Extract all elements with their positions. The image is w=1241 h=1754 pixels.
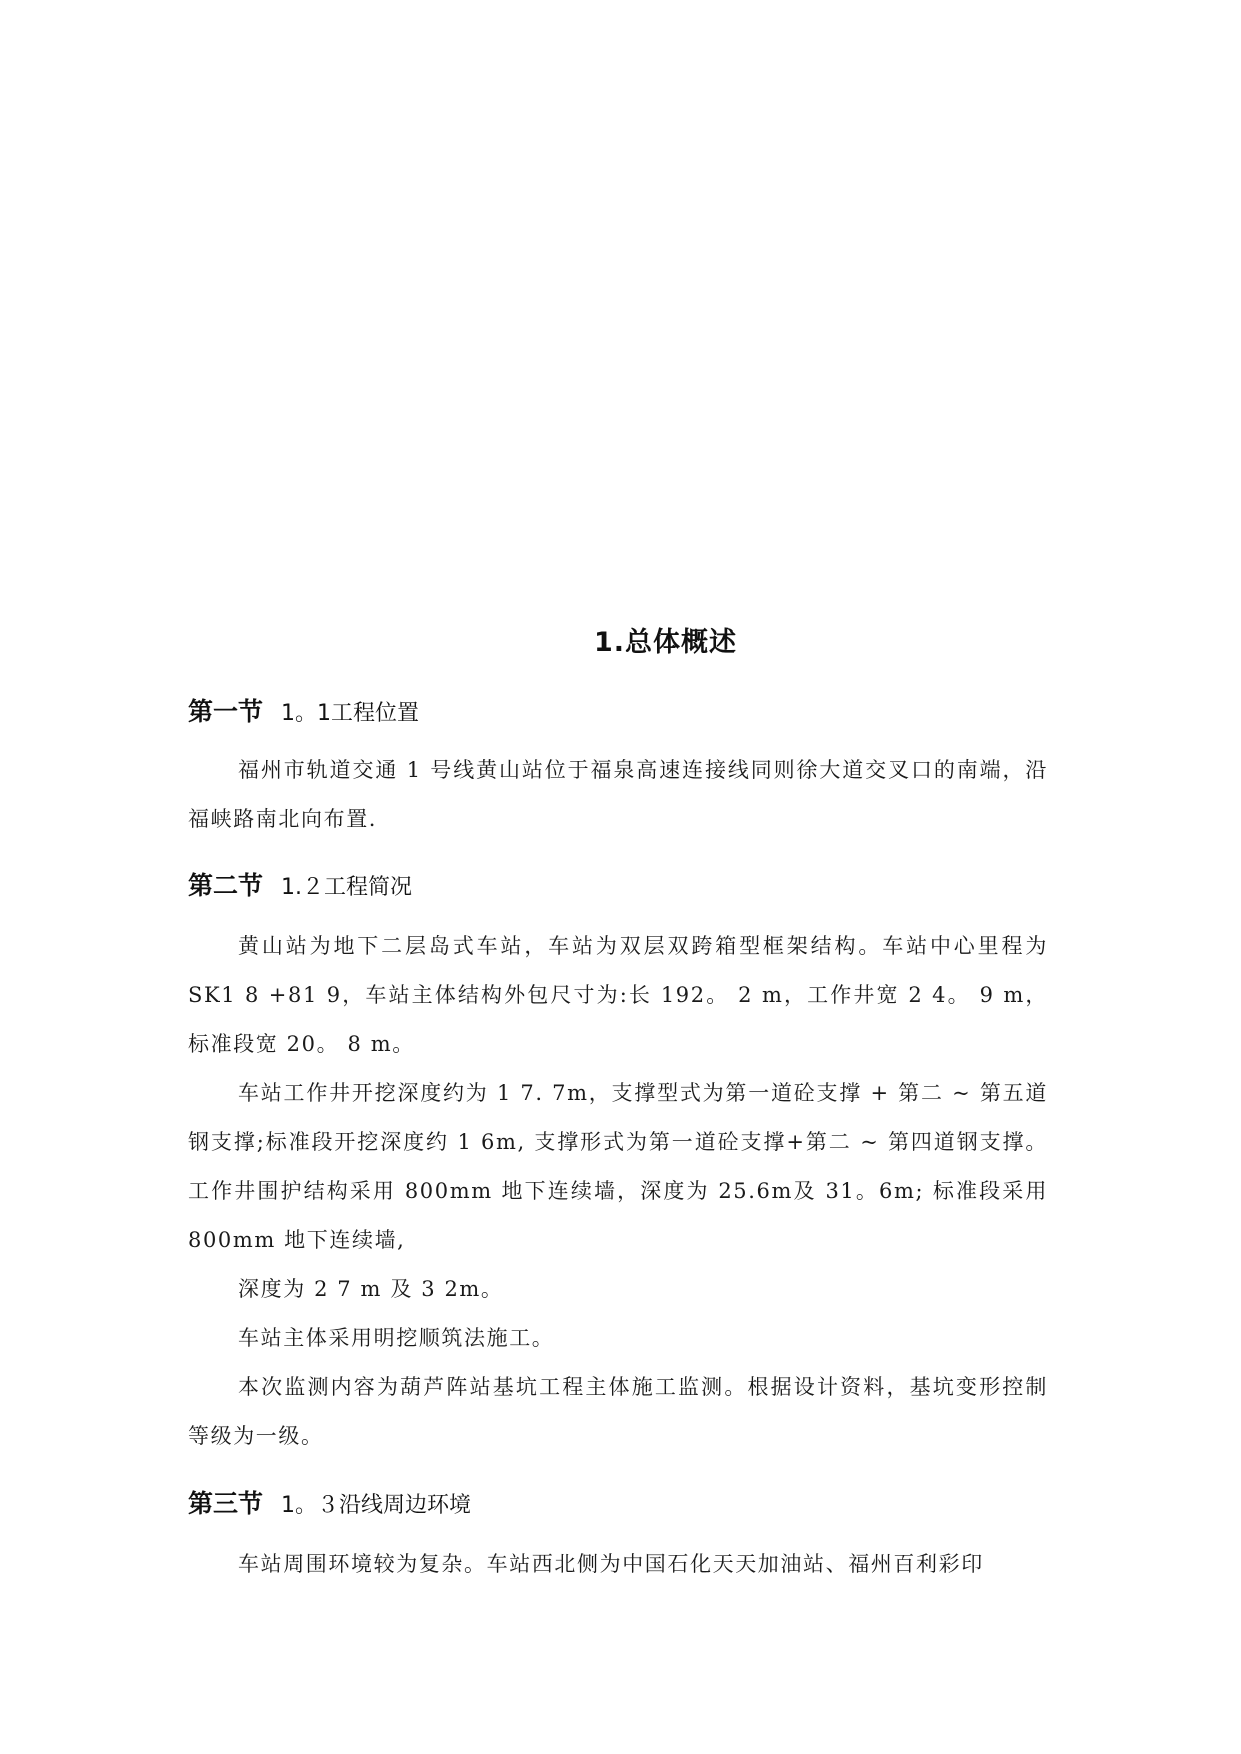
section-heading-3 [188,1484,471,1520]
section-title: 1.２工程简况 [281,875,413,900]
paragraph: 车站周围环境较为复杂。车站西北侧为中国石化天天加油站、福州百利彩印 [238,1552,984,1576]
paragraph: 福州市轨道交通 1 号线黄山站位于福泉高速连接线同则徐大道交叉口的南端，沿福峡路南北向布置. [188,758,1048,831]
section-title: 1。３沿线周边环境 [281,1493,472,1518]
paragraph: 黄山站为地下二层岛式车站，车站为双层双跨箱型框架结构。车站中心里程为 SK1 8 +81 9，车站主体结构外包尺寸为:长 192。 2 m，工作井宽 2 4。 9 m，标准段宽 20。 8 m。 [188,934,1048,1056]
paragraph: 本次监测内容为葫芦阵站基坑工程主体施工监测。根据设计资料，基坑变形控制等级为一级。 [188,1375,1048,1448]
section-prefix: 第二节 [188,871,264,900]
section-heading-2 [188,866,412,902]
paragraph: 车站工作井开挖深度约为 1 7. 7m，支撑型式为第一道砼支撑 + 第二 ~ 第五道钢支撑;标准段开挖深度约 1 6m, 支撑形式为第一道砼支撑+第二 ~ 第四道钢支撑。工作井围护结构采用 800mm 地下连续墙，深度为 25.6m及 31。6m; 标准段采用 800mm 地下连续墙, [188,1081,1048,1252]
paragraph: 深度为 2 7 m 及 3 2m。 [238,1277,504,1301]
chapter-title: 1.总体概述 [593,627,738,658]
section-title: 1。1工程位置 [281,701,420,726]
paragraph: 车站主体采用明挖顺筑法施工。 [238,1326,555,1350]
section-prefix: 第三节 [188,1489,264,1518]
section-heading-1 [188,692,419,728]
section-prefix: 第一节 [188,697,264,726]
